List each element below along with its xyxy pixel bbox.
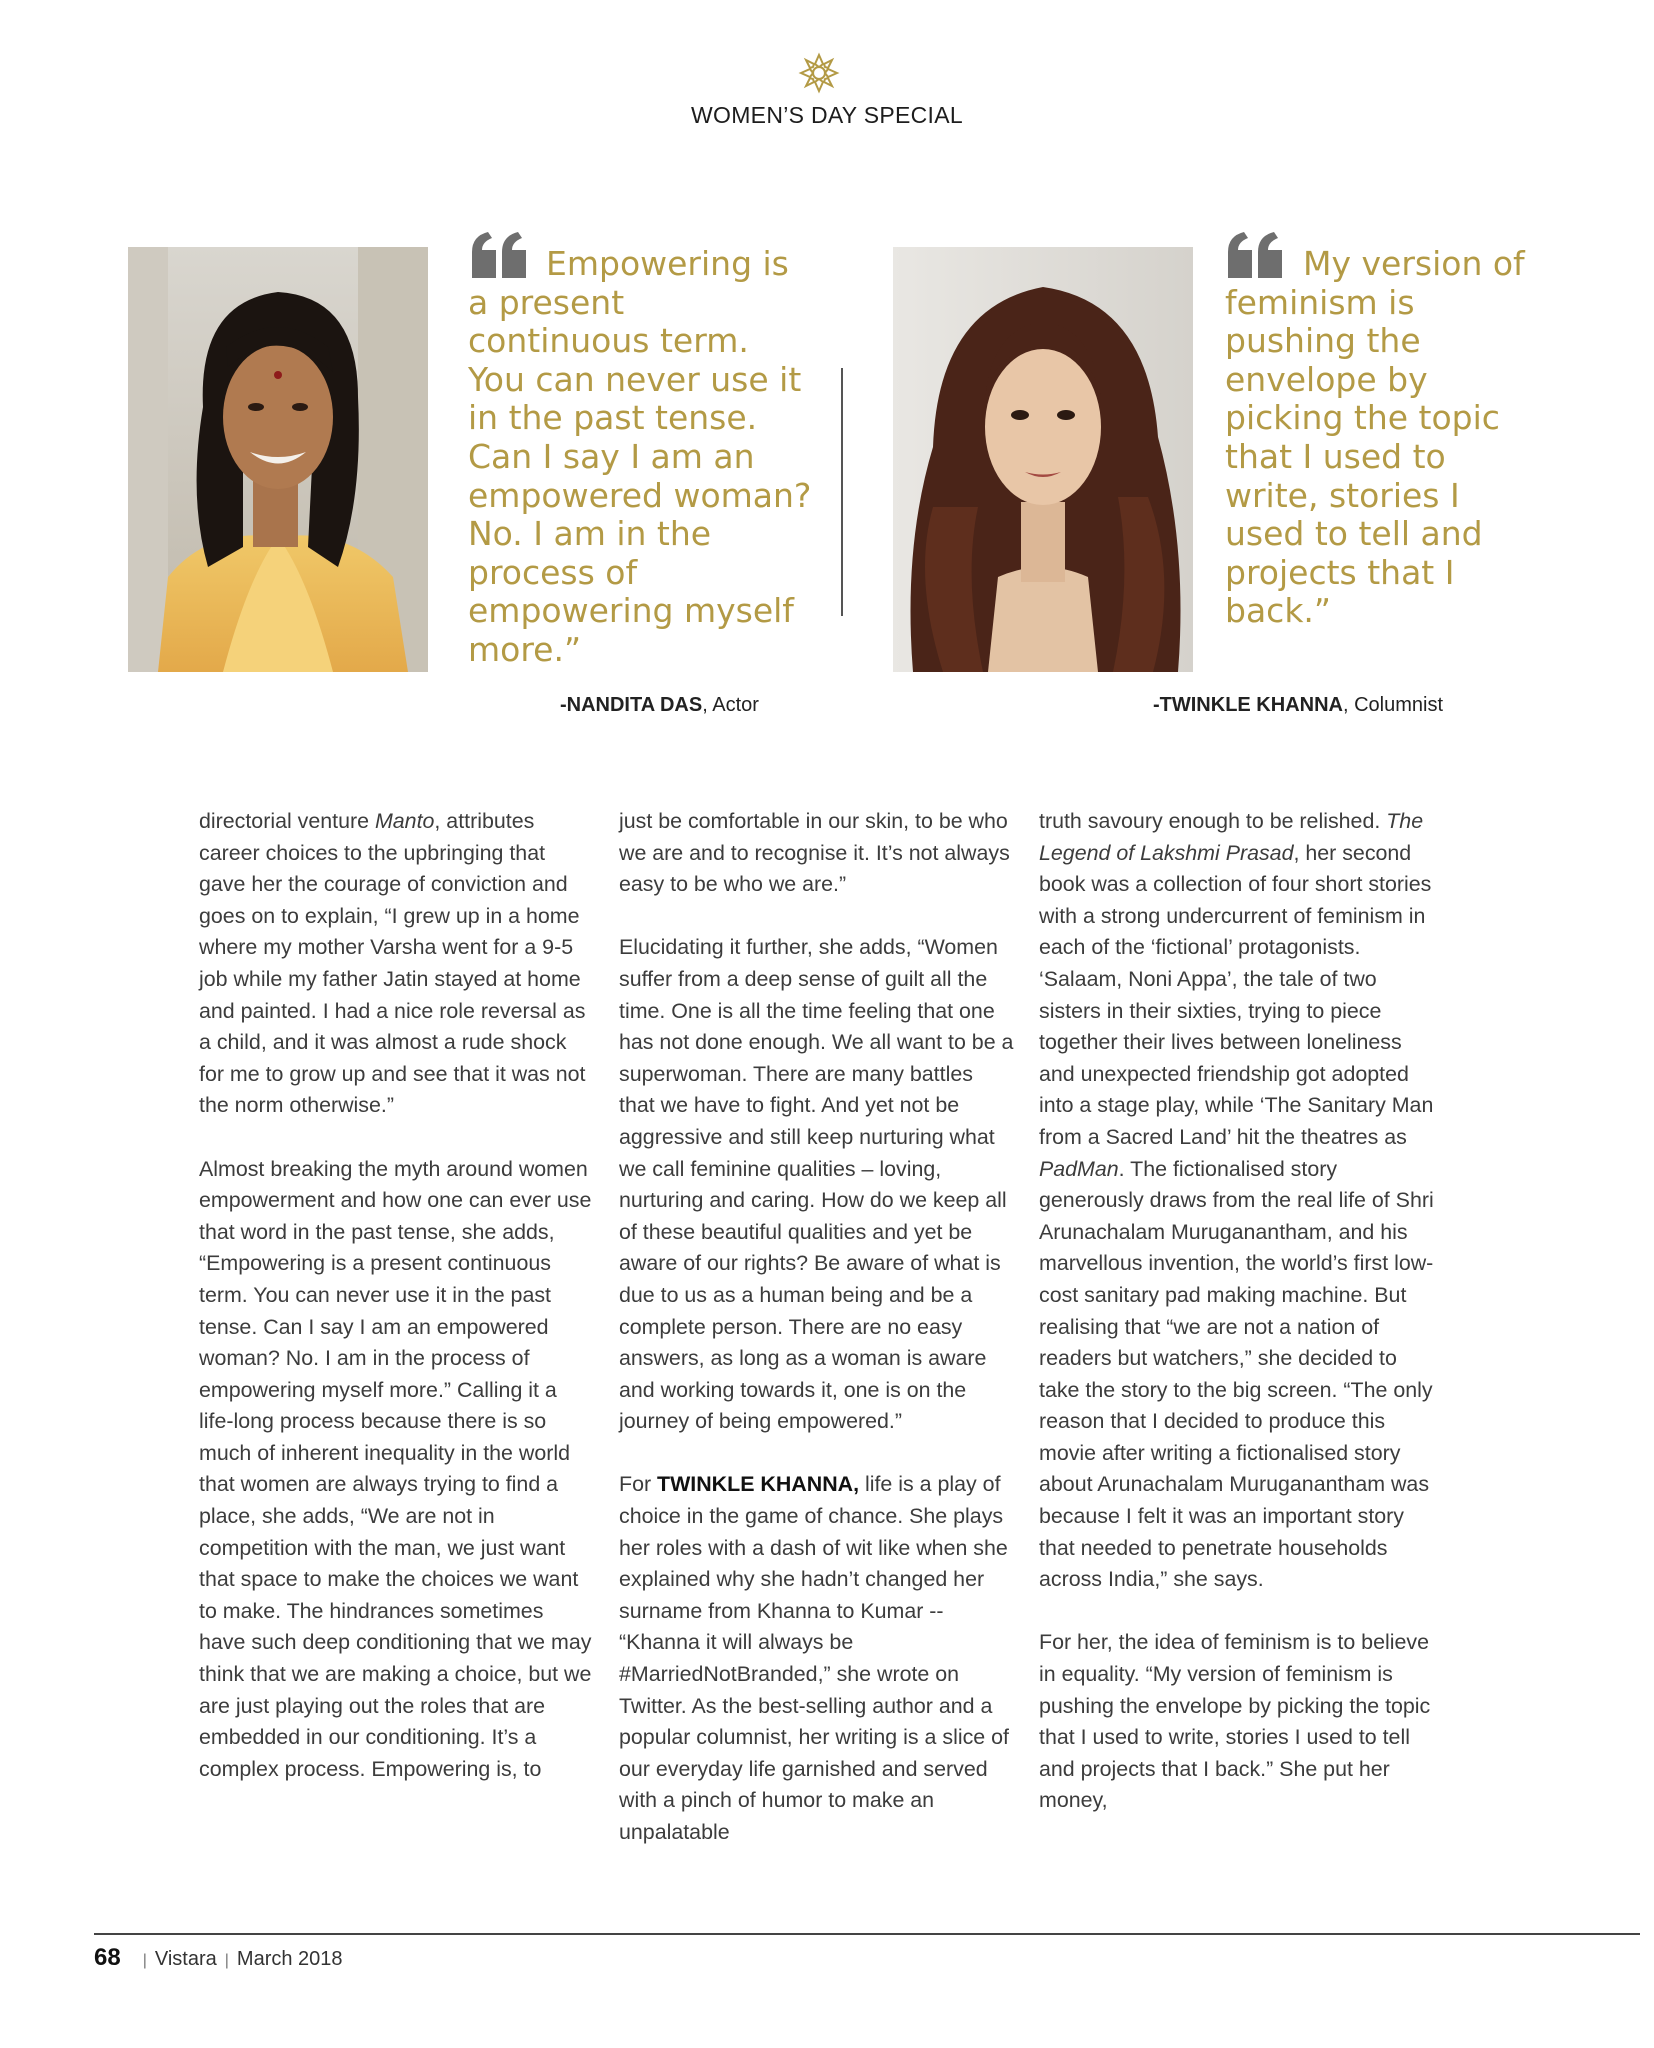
text-run: , her second book was a collection of four short stories with a strong undercurrent of feminism in each of the ‘fictional’ protagonists. ‘Salaam, Noni Appa’, the tale of two sisters in their sixties, trying to piece together their lives between loneliness and unexpected friendship got adopted into a stage play, while ‘The Sanitary Man from a Sacred Land’ hit the theatres as (1039, 840, 1434, 1149)
text-run: life is a play of choice in the game of chance. She plays her roles with a dash of wit like when she explained why she hadn’t changed her surname from Khanna to Kumar -- “Khanna it will always be #MarriedNotBranded,” she wrote on Twitter. As the best-selling author and a popular columnist, her writing is a slice of our everyday life garnished and served with a pinch of humor to make an unpalatable (619, 1472, 1009, 1844)
article-column-3 (1039, 806, 1434, 1817)
vertical-divider (841, 368, 843, 616)
article-paragraph (619, 1469, 1014, 1848)
article-paragraph (199, 806, 594, 1122)
film-title: Manto (374, 809, 435, 833)
text-run: . The fictionalised story generously draws from the real life of Shri Arunachalam Muruganantham, and his marvellous invention, the world’s first low-cost sanitary pad making machine. But realising that “we are not a nation of readers but watchers,” she decided to take the story to the big screen. “The only reason that I decided to produce this movie after writing a fictionalised story about Arunachalam Muruganantham was because I felt it was an important story that needed to penetrate households across India,” she says. (1039, 1156, 1434, 1592)
attribution-nandita-das (560, 694, 759, 717)
footer-separator: | (142, 1952, 147, 1969)
film-title: PadMan (1039, 1156, 1119, 1181)
attribution-name: -NANDITA DAS (560, 694, 703, 716)
book-title: The Legend of Lakshmi Prasad (1039, 809, 1424, 865)
article-paragraph: Elucidating it further, she adds, “Women suffer from a deep sense of guilt all the time. One is all the time feeling that one has not done enough. We all want to be a superwoman. There are many battles that we have to fight. And yet not be aggressive and still keep nurturing what we call feminine qualities – loving, nurturing and caring. How do we keep all of these beautiful qualities and yet be aware of our rights? Be aware of what is due to us as a human being and be a complete person. There are no easy answers, as long as a woman is aware and working towards it, one is on the journey of being empowered.” (619, 935, 1014, 1434)
portrait-photo-nandita-das (128, 247, 428, 672)
page-footer (94, 1944, 343, 1972)
text-run: , attributes career choices to the upbringing that gave her the courage of conviction and goes on to explain, “I grew up in a home where my mother Varsha went for a 9-5 job while my father Jatin stayed at home and painted. I had a nice role reversal as a child, and it was almost a rude shock for me to grow up and see that it was not the norm otherwise.” (199, 809, 586, 1118)
article-column-2 (619, 806, 1014, 1849)
article-paragraph: just be comfortable in our skin, to be who we are and to recognise it. It’s not always easy to be who we are.” (619, 809, 1010, 897)
attribution-twinkle-khanna (1153, 694, 1443, 717)
pull-quote-twinkle-khanna: My version of feminism is pushing the envelope by picking the topic that I used to write, stories I used to tell and projects that I back.” (1225, 244, 1525, 631)
article-paragraph: Almost breaking the myth around women empowerment and how one can ever use that word in the past tense, she adds, “Empowering is a present continuous term. You can never use it in the past tense. Can I say I am an empowered woman? No. I am in the process of empowering myself more.” Calling it a life-long process because there is so much of inherent inequality in the world that women are always trying to find a place, she adds, “We are not in competition with the man, we just want that space to make the choices we want to make. The hindrances sometimes have such deep conditioning that we may think that we are making a choice, but we are just playing out the roles that are embedded in our conditioning. It’s a complex process. Empowering is, to (199, 1156, 592, 1781)
pull-quote-nandita-das: Empowering is a present continuous term. You can never use it in the past tense. Can I say I am an empowered woman? No. I am in the process of empowering myself more.” (468, 244, 812, 669)
text-run: directorial venture (199, 809, 375, 833)
footer-separator: | (224, 1952, 229, 1969)
footer-rule (94, 1933, 1640, 1935)
lotus-ornament-icon (798, 52, 840, 94)
attribution-role: , Columnist (1342, 694, 1444, 716)
attribution-role: , Actor (702, 694, 759, 716)
text-run: For (619, 1472, 658, 1497)
publication-name: Vistara (154, 1948, 217, 1970)
section-title: WOMEN’S DAY SPECIAL (691, 102, 963, 128)
text-run: truth savoury enough to be relished. (1039, 809, 1387, 833)
issue-date: March 2018 (236, 1948, 343, 1970)
attribution-name: -TWINKLE KHANNA (1153, 694, 1343, 716)
page-number: 68 (94, 1944, 121, 1971)
article-paragraph (1039, 806, 1434, 1596)
article-column-1 (199, 806, 594, 1785)
article-paragraph: For her, the idea of feminism is to believe in equality. “My version of feminism is pushing the envelope by picking the topic that I used to write, stories I used to tell and projects that I back.” She put her money, (1039, 1630, 1431, 1813)
portrait-photo-twinkle-khanna (893, 247, 1193, 672)
subject-name: TWINKLE KHANNA, (657, 1472, 860, 1497)
